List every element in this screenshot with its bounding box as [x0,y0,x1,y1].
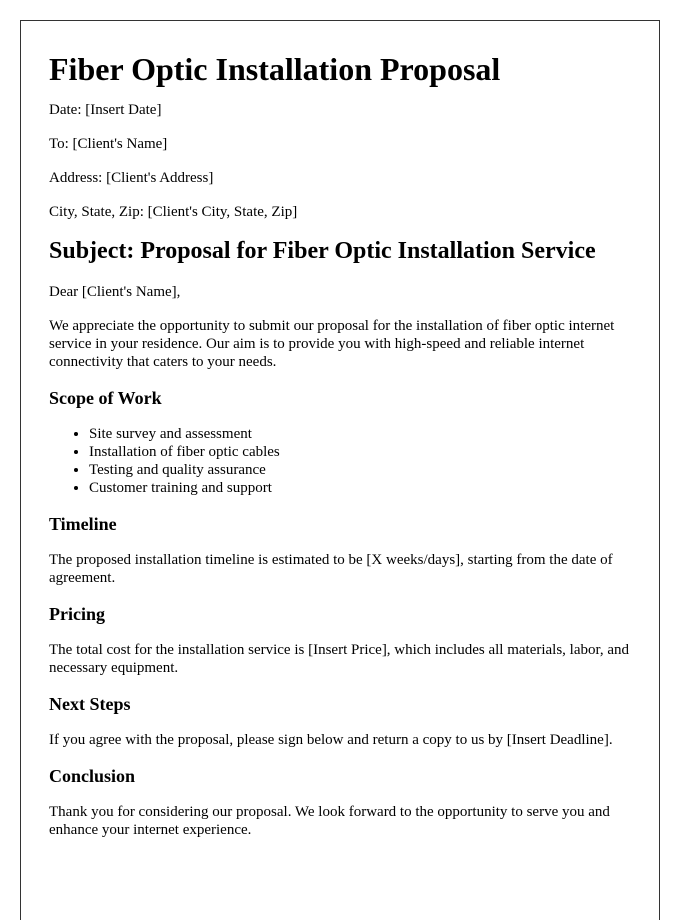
conclusion-paragraph: Thank you for considering our proposal. We look forward to the opportunity to serve you and enhance your internet experience. [49,804,610,838]
address-field: Address: [Client's Address] [49,170,214,186]
timeline-heading: Timeline [49,514,117,534]
pricing-paragraph: The total cost for the installation service is [Insert Price], which includes all materials, labor, and necessary equipment. [49,642,630,676]
pricing-heading: Pricing [49,604,105,624]
letter-page [20,20,660,920]
next-steps-heading: Next Steps [49,694,131,714]
list-item: • Site survey and assessment [89,425,631,443]
timeline-paragraph: The proposed installation timeline is estimated to be [X weeks/days], starting from the date of agreement. [49,552,613,586]
intro-paragraph: We appreciate the opportunity to submit our proposal for the installation of fiber optic internet service in your residence. Our aim is to provide you with high-speed and reliable internet connectivity that caters to your needs. [49,318,615,370]
scope-heading: Scope of Work [49,388,162,408]
scope-list [49,425,631,497]
list-item: • Installation of fiber optic cables [89,443,631,461]
list-item: • Customer training and support [89,479,631,497]
list-item: • Testing and quality assurance [89,461,631,479]
salutation: Dear [Client's Name], [49,284,181,300]
to-field: To: [Client's Name] [49,136,168,152]
city-state-zip-field: City, State, Zip: [Client's City, State, Zip] [49,204,298,220]
next-steps-paragraph: If you agree with the proposal, please sign below and return a copy to us by [Insert Deadline]. [49,732,613,748]
subject-heading: Subject: Proposal for Fiber Optic Installation Service [49,238,596,264]
date-field: Date: [Insert Date] [49,102,162,118]
conclusion-heading: Conclusion [49,766,136,786]
document-title: Fiber Optic Installation Proposal [49,51,501,87]
